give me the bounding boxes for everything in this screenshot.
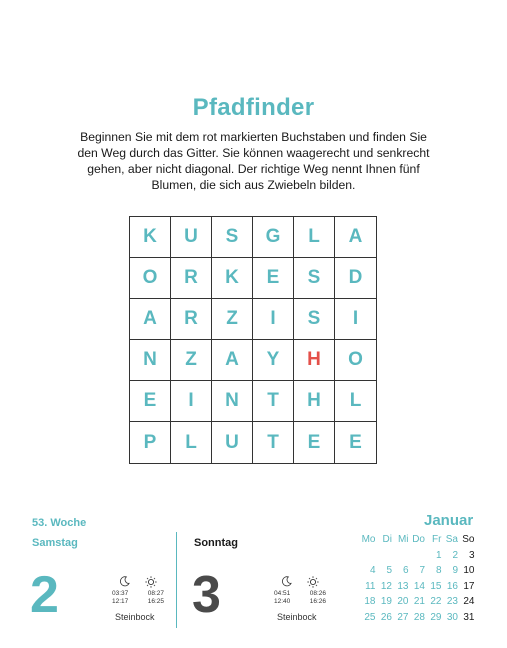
sunday-moon-set: 12:40 xyxy=(274,597,291,605)
calendar-day: 21 xyxy=(413,596,425,608)
calendar-day: 23 xyxy=(446,596,458,608)
letter-grid xyxy=(129,216,377,464)
grid-cell: A xyxy=(335,217,376,258)
grid-cell: E xyxy=(130,381,171,422)
grid-cell: Y xyxy=(253,340,294,381)
grid-cell: E xyxy=(349,431,362,453)
grid-cell: K xyxy=(130,217,171,258)
grid-cell: E xyxy=(253,258,294,299)
calendar-day: 11 xyxy=(365,580,376,592)
calendar-day: 12 xyxy=(380,580,392,592)
calendar-day: 8 xyxy=(435,565,442,577)
grid-cell: S xyxy=(294,299,335,340)
calendar-weekday-header xyxy=(360,532,476,548)
calendar-week xyxy=(360,610,476,626)
saturday-number: 2 xyxy=(30,566,59,624)
calendar-week xyxy=(360,579,476,595)
grid-cell: Z xyxy=(212,299,253,340)
calendar-week xyxy=(360,594,476,610)
sunday-sun-set: 16:26 xyxy=(309,597,326,605)
grid-cell: I xyxy=(253,299,294,340)
grid-cell: I xyxy=(171,381,212,422)
calendar-week xyxy=(360,548,476,564)
sunday-sun-rise: 08:26 xyxy=(309,590,326,597)
calendar-day: 14 xyxy=(413,580,425,592)
calendar-month: Januar xyxy=(424,512,474,529)
day-divider xyxy=(176,532,177,628)
calendar-day: 5 xyxy=(386,565,392,577)
grid-cell: Z xyxy=(171,340,212,381)
grid-cell: L xyxy=(335,381,376,422)
saturday-zodiac: Steinbock xyxy=(115,612,155,622)
calendar-day: 1 xyxy=(435,549,442,561)
calendar-day: 22 xyxy=(430,596,442,608)
puzzle-title: Pfadfinder xyxy=(192,94,315,121)
mini-calendar xyxy=(360,532,476,625)
grid-cell: S xyxy=(294,258,335,299)
saturday-sun-rise: 08:27 xyxy=(147,590,164,597)
grid-cell: S xyxy=(212,217,253,258)
calendar-weekday: Sa xyxy=(445,534,458,546)
grid-cell: A xyxy=(212,340,253,381)
saturday-sun-moon-times xyxy=(112,576,164,605)
calendar-day: 26 xyxy=(380,611,392,623)
calendar-week xyxy=(360,563,476,579)
grid-cell: I xyxy=(335,299,376,340)
calendar-weekday: Mo xyxy=(361,534,376,546)
calendar-day: 13 xyxy=(397,580,409,592)
grid-cell: O xyxy=(335,340,376,381)
moon-icon xyxy=(281,576,292,590)
moon-icon xyxy=(119,576,130,590)
sun-icon xyxy=(145,576,157,591)
saturday-name: Samstag xyxy=(32,537,78,549)
grid-cell-start: H xyxy=(294,340,335,381)
grid-cell: K xyxy=(212,258,253,299)
calendar-day: 29 xyxy=(430,611,442,623)
grid-cell: P xyxy=(130,422,171,463)
calendar-weekday: Fr xyxy=(432,534,442,546)
calendar-day: 16 xyxy=(446,580,458,592)
calendar-day: 2 xyxy=(452,549,458,561)
calendar-day: 10 xyxy=(463,565,475,577)
grid-cell: L xyxy=(171,422,212,463)
week-number: 53. Woche xyxy=(32,517,87,529)
calendar-day: 27 xyxy=(397,611,409,623)
puzzle-instructions: Beginnen Sie mit dem rot markierten Buchstaben und finden Sie den Weg durch das Gitter. Sie können waagerecht und senkrecht gehen, aber nicht diagonal. Der richtige Weg nennt Ihnen fünf Blumen, die sich aus Zwiebeln bilden. xyxy=(77,130,430,192)
saturday-moon-set: 12:17 xyxy=(112,597,129,605)
grid-cell: O xyxy=(130,258,171,299)
calendar-day: 6 xyxy=(402,565,409,577)
grid-cell: H xyxy=(294,381,335,422)
calendar-day: 30 xyxy=(446,611,458,623)
saturday-sun-set: 16:25 xyxy=(147,597,164,605)
grid-cell: T xyxy=(253,422,294,463)
calendar-day: 18 xyxy=(364,596,376,608)
calendar-day: 25 xyxy=(364,611,376,623)
calendar-weekday: So xyxy=(462,534,475,546)
grid-cell: N xyxy=(212,381,253,422)
calendar-day: 20 xyxy=(397,596,409,608)
grid-cell: U xyxy=(212,422,253,463)
sun-icon xyxy=(307,576,319,591)
calendar-weekday: Mi xyxy=(397,534,409,546)
grid-cell: T xyxy=(253,381,294,422)
calendar-day: 24 xyxy=(463,596,475,608)
calendar-day: 15 xyxy=(430,580,442,592)
grid-cell: R xyxy=(171,299,212,340)
calendar-weekday: Di xyxy=(382,534,392,546)
calendar-day: 31 xyxy=(463,611,475,623)
grid-cell: N xyxy=(130,340,171,381)
calendar-day: 19 xyxy=(380,596,392,608)
grid-cell: D xyxy=(335,258,376,299)
sunday-moon-rise: 04:51 xyxy=(274,590,291,597)
calendar-day: 17 xyxy=(463,580,475,592)
calendar-day: 4 xyxy=(369,565,376,577)
sunday-sun-moon-times xyxy=(274,576,326,605)
grid-cell: U xyxy=(171,217,212,258)
sunday-name: Sonntag xyxy=(194,537,238,549)
grid-cell: L xyxy=(294,217,335,258)
calendar-day: 9 xyxy=(452,565,458,577)
calendar-weekday: Do xyxy=(412,534,425,546)
sunday-number: 3 xyxy=(192,566,221,624)
grid-cell: G xyxy=(253,217,294,258)
saturday-moon-rise: 03:37 xyxy=(112,590,129,597)
grid-cell: E xyxy=(294,422,335,463)
grid-cell: R xyxy=(171,258,212,299)
calendar-day: 3 xyxy=(468,549,475,561)
grid-cell: A xyxy=(130,299,171,340)
calendar-day: 7 xyxy=(419,565,425,577)
calendar-day: 28 xyxy=(413,611,425,623)
sunday-zodiac: Steinbock xyxy=(277,612,317,622)
